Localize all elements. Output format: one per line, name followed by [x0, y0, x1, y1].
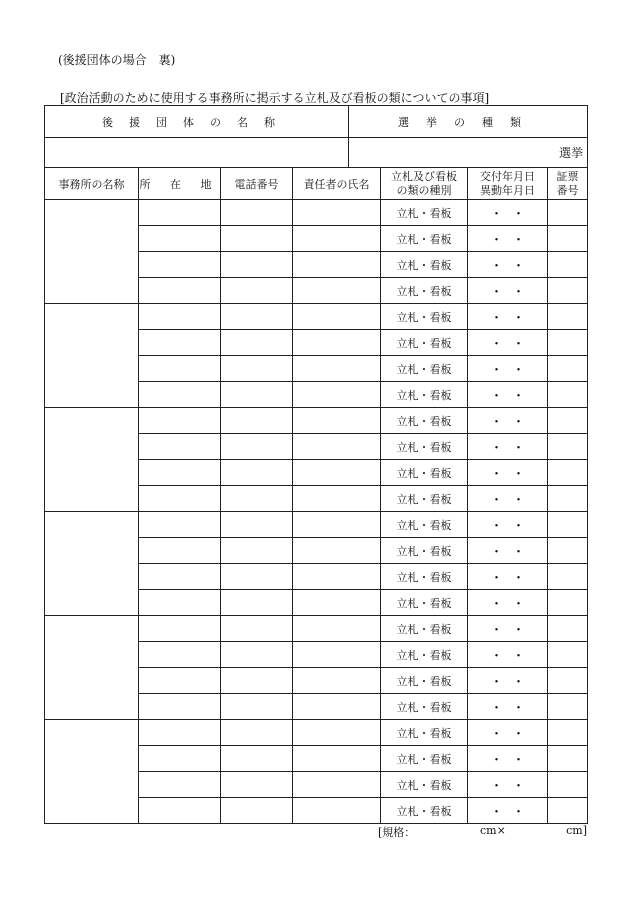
table-row: [45, 616, 588, 642]
spec-label: [規格：: [378, 826, 416, 839]
manager-cell[interactable]: [293, 460, 381, 486]
group-name-field[interactable]: [45, 138, 349, 168]
date-cell[interactable]: [468, 538, 548, 564]
cert-number-cell[interactable]: [548, 642, 588, 668]
phone-cell[interactable]: [221, 616, 293, 642]
cert-number-cell[interactable]: [548, 252, 588, 278]
cert-number-cell[interactable]: [548, 590, 588, 616]
cert-number-cell[interactable]: [548, 304, 588, 330]
date-separator: ・: [511, 363, 525, 378]
date-separator: ・: [489, 467, 503, 482]
sign-type-cell: 立札・看板: [381, 252, 468, 278]
manager-cell[interactable]: [293, 226, 381, 252]
date-separator: ・: [511, 337, 525, 352]
date-separator: ・: [489, 493, 503, 508]
date-cell[interactable]: [468, 746, 548, 772]
date-cell[interactable]: [468, 252, 548, 278]
sign-type-cell: 立札・看板: [381, 694, 468, 720]
column-header-row: [45, 168, 588, 200]
date-separator: ・: [511, 571, 525, 586]
phone-cell[interactable]: [221, 434, 293, 460]
phone-cell[interactable]: [221, 668, 293, 694]
manager-cell[interactable]: [293, 668, 381, 694]
col-cert-number: 証票 番号: [548, 168, 588, 200]
manager-cell[interactable]: [293, 200, 381, 226]
location-cell[interactable]: [139, 668, 221, 694]
phone-cell[interactable]: [221, 590, 293, 616]
sign-type-cell: 立札・看板: [381, 460, 468, 486]
manager-cell[interactable]: [293, 382, 381, 408]
date-cell[interactable]: [468, 720, 548, 746]
header-value-row: [45, 138, 588, 168]
sign-type-cell: 立札・看板: [381, 798, 468, 824]
date-separator: ・: [489, 259, 503, 274]
manager-cell[interactable]: [293, 642, 381, 668]
date-separator: ・: [489, 285, 503, 300]
date-cell[interactable]: [468, 330, 548, 356]
date-separator: ・: [511, 675, 525, 690]
date-cell[interactable]: [468, 616, 548, 642]
sign-type-cell: 立札・看板: [381, 408, 468, 434]
sign-type-cell: 立札・看板: [381, 564, 468, 590]
phone-cell[interactable]: [221, 356, 293, 382]
date-separator: ・: [511, 779, 525, 794]
sign-type-cell: 立札・看板: [381, 226, 468, 252]
location-cell[interactable]: [139, 434, 221, 460]
location-cell[interactable]: [139, 330, 221, 356]
cert-number-cell[interactable]: [548, 200, 588, 226]
phone-cell[interactable]: [221, 460, 293, 486]
manager-cell[interactable]: [293, 330, 381, 356]
location-cell[interactable]: [139, 356, 221, 382]
table-row: [45, 720, 588, 746]
election-type-field[interactable]: [349, 138, 588, 168]
col-office-name: 事務所の名称: [45, 168, 139, 200]
sign-type-cell: 立札・看板: [381, 590, 468, 616]
cert-number-cell[interactable]: [548, 746, 588, 772]
manager-cell[interactable]: [293, 278, 381, 304]
location-cell[interactable]: [139, 694, 221, 720]
date-separator: ・: [511, 415, 525, 430]
manager-cell[interactable]: [293, 304, 381, 330]
manager-cell[interactable]: [293, 590, 381, 616]
sign-type-cell: 立札・看板: [381, 278, 468, 304]
date-cell[interactable]: [468, 356, 548, 382]
office-name-cell[interactable]: [45, 616, 139, 720]
date-separator: ・: [489, 207, 503, 222]
cert-number-cell[interactable]: [548, 408, 588, 434]
date-separator: ・: [511, 311, 525, 326]
date-separator: ・: [489, 389, 503, 404]
manager-cell[interactable]: [293, 434, 381, 460]
table-row: [45, 200, 588, 226]
location-cell[interactable]: [139, 746, 221, 772]
sign-type-cell: 立札・看板: [381, 434, 468, 460]
location-cell[interactable]: [139, 538, 221, 564]
date-cell[interactable]: [468, 486, 548, 512]
phone-cell[interactable]: [221, 642, 293, 668]
location-cell[interactable]: [139, 486, 221, 512]
date-cell[interactable]: [468, 226, 548, 252]
phone-cell[interactable]: [221, 564, 293, 590]
manager-cell[interactable]: [293, 538, 381, 564]
phone-cell[interactable]: [221, 304, 293, 330]
col-location: 所 在 地: [139, 168, 221, 200]
date-separator: ・: [489, 545, 503, 560]
manager-cell[interactable]: [293, 486, 381, 512]
cert-number-cell[interactable]: [548, 720, 588, 746]
sign-type-cell: 立札・看板: [381, 746, 468, 772]
date-separator: ・: [511, 207, 525, 222]
table-row: [45, 304, 588, 330]
phone-cell[interactable]: [221, 720, 293, 746]
sign-type-cell: 立札・看板: [381, 382, 468, 408]
manager-cell[interactable]: [293, 512, 381, 538]
date-separator: ・: [489, 727, 503, 742]
date-cell[interactable]: [468, 434, 548, 460]
phone-cell[interactable]: [221, 486, 293, 512]
phone-cell[interactable]: [221, 694, 293, 720]
phone-cell[interactable]: [221, 330, 293, 356]
manager-cell[interactable]: [293, 720, 381, 746]
sign-type-cell: 立札・看板: [381, 772, 468, 798]
sign-type-cell: 立札・看板: [381, 356, 468, 382]
manager-cell[interactable]: [293, 772, 381, 798]
date-separator: ・: [489, 415, 503, 430]
cert-number-cell[interactable]: [548, 668, 588, 694]
election-type-label: 選挙の種類: [349, 106, 588, 138]
date-cell[interactable]: [468, 382, 548, 408]
date-cell[interactable]: [468, 798, 548, 824]
sign-type-cell: 立札・看板: [381, 486, 468, 512]
phone-cell[interactable]: [221, 200, 293, 226]
date-separator: ・: [489, 571, 503, 586]
date-separator: ・: [489, 363, 503, 378]
phone-cell[interactable]: [221, 772, 293, 798]
sign-registration-table: [44, 105, 588, 824]
date-separator: ・: [489, 623, 503, 638]
date-cell[interactable]: [468, 668, 548, 694]
date-separator: ・: [489, 441, 503, 456]
date-separator: ・: [489, 779, 503, 794]
location-cell[interactable]: [139, 590, 221, 616]
location-cell[interactable]: [139, 304, 221, 330]
col-phone: 電話番号: [221, 168, 293, 200]
manager-cell[interactable]: [293, 694, 381, 720]
date-cell[interactable]: [468, 304, 548, 330]
cert-number-cell[interactable]: [548, 772, 588, 798]
date-separator: ・: [511, 623, 525, 638]
phone-cell[interactable]: [221, 408, 293, 434]
cert-number-cell[interactable]: [548, 512, 588, 538]
location-cell[interactable]: [139, 564, 221, 590]
location-cell[interactable]: [139, 798, 221, 824]
manager-cell[interactable]: [293, 564, 381, 590]
cert-number-cell[interactable]: [548, 226, 588, 252]
col-manager: 責任者の氏名: [293, 168, 381, 200]
group-name-label: 後援団体の名称: [45, 106, 349, 138]
cert-number-cell[interactable]: [548, 356, 588, 382]
date-cell[interactable]: [468, 694, 548, 720]
col-date: 交付年月日 異動年月日: [468, 168, 548, 200]
sign-type-cell: 立札・看板: [381, 512, 468, 538]
date-separator: ・: [489, 649, 503, 664]
date-cell[interactable]: [468, 200, 548, 226]
manager-cell[interactable]: [293, 408, 381, 434]
date-separator: ・: [511, 259, 525, 274]
date-separator: ・: [511, 285, 525, 300]
header-row: [45, 106, 588, 138]
table-row: [45, 512, 588, 538]
date-separator: ・: [489, 337, 503, 352]
sign-type-cell: 立札・看板: [381, 200, 468, 226]
location-cell[interactable]: [139, 278, 221, 304]
sign-type-cell: 立札・看板: [381, 720, 468, 746]
table-row: [45, 408, 588, 434]
date-separator: ・: [511, 467, 525, 482]
office-name-cell[interactable]: [45, 200, 139, 304]
sign-type-cell: 立札・看板: [381, 642, 468, 668]
date-separator: ・: [489, 311, 503, 326]
phone-cell[interactable]: [221, 382, 293, 408]
date-separator: ・: [489, 597, 503, 612]
phone-cell[interactable]: [221, 278, 293, 304]
date-separator: ・: [489, 701, 503, 716]
manager-cell[interactable]: [293, 252, 381, 278]
cert-number-cell[interactable]: [548, 460, 588, 486]
date-separator: ・: [511, 545, 525, 560]
sign-type-cell: 立札・看板: [381, 538, 468, 564]
cert-number-cell[interactable]: [548, 330, 588, 356]
cert-number-cell[interactable]: [548, 538, 588, 564]
office-name-cell[interactable]: [45, 408, 139, 512]
date-separator: ・: [489, 519, 503, 534]
manager-cell[interactable]: [293, 356, 381, 382]
spec-unit-height: cm]: [566, 824, 587, 837]
form-side-note: (後援団体の場合 裏): [58, 53, 176, 67]
location-cell[interactable]: [139, 616, 221, 642]
date-cell[interactable]: [468, 564, 548, 590]
phone-cell[interactable]: [221, 226, 293, 252]
cert-number-cell[interactable]: [548, 278, 588, 304]
location-cell[interactable]: [139, 460, 221, 486]
date-separator: ・: [511, 441, 525, 456]
sign-type-cell: 立札・看板: [381, 668, 468, 694]
date-separator: ・: [511, 649, 525, 664]
office-name-cell[interactable]: [45, 304, 139, 408]
location-cell[interactable]: [139, 772, 221, 798]
date-separator: ・: [489, 753, 503, 768]
date-cell[interactable]: [468, 460, 548, 486]
manager-cell[interactable]: [293, 746, 381, 772]
date-cell[interactable]: [468, 772, 548, 798]
date-separator: ・: [511, 753, 525, 768]
sign-type-cell: 立札・看板: [381, 330, 468, 356]
cert-number-cell[interactable]: [548, 564, 588, 590]
sign-type-cell: 立札・看板: [381, 304, 468, 330]
date-separator: ・: [511, 493, 525, 508]
location-cell[interactable]: [139, 512, 221, 538]
election-suffix: 選挙: [558, 146, 583, 160]
date-separator: ・: [489, 675, 503, 690]
date-separator: ・: [511, 805, 525, 820]
size-spec: [378, 824, 587, 840]
phone-cell[interactable]: [221, 512, 293, 538]
date-separator: ・: [511, 727, 525, 742]
spec-unit-width: cm×: [480, 824, 506, 837]
date-cell[interactable]: [468, 642, 548, 668]
phone-cell[interactable]: [221, 538, 293, 564]
date-cell[interactable]: [468, 278, 548, 304]
cert-number-cell[interactable]: [548, 382, 588, 408]
location-cell[interactable]: [139, 200, 221, 226]
date-separator: ・: [511, 389, 525, 404]
manager-cell[interactable]: [293, 616, 381, 642]
location-cell[interactable]: [139, 408, 221, 434]
date-cell[interactable]: [468, 408, 548, 434]
date-separator: ・: [511, 701, 525, 716]
date-separator: ・: [489, 233, 503, 248]
cert-number-cell[interactable]: [548, 486, 588, 512]
cert-number-cell[interactable]: [548, 434, 588, 460]
cert-number-cell[interactable]: [548, 616, 588, 642]
sign-type-cell: 立札・看板: [381, 616, 468, 642]
location-cell[interactable]: [139, 642, 221, 668]
date-cell[interactable]: [468, 590, 548, 616]
phone-cell[interactable]: [221, 798, 293, 824]
phone-cell[interactable]: [221, 746, 293, 772]
office-name-cell[interactable]: [45, 720, 139, 824]
cert-number-cell[interactable]: [548, 798, 588, 824]
location-cell[interactable]: [139, 382, 221, 408]
manager-cell[interactable]: [293, 798, 381, 824]
date-separator: ・: [511, 519, 525, 534]
form-title: [政治活動のために使用する事務所に掲示する立札及び看板の類についての事項]: [60, 91, 490, 105]
location-cell[interactable]: [139, 252, 221, 278]
location-cell[interactable]: [139, 720, 221, 746]
col-sign-type: 立札及び看板 の類の種別: [381, 168, 468, 200]
location-cell[interactable]: [139, 226, 221, 252]
cert-number-cell[interactable]: [548, 694, 588, 720]
date-separator: ・: [489, 805, 503, 820]
date-separator: ・: [511, 597, 525, 612]
phone-cell[interactable]: [221, 252, 293, 278]
date-cell[interactable]: [468, 512, 548, 538]
office-name-cell[interactable]: [45, 512, 139, 616]
date-separator: ・: [511, 233, 525, 248]
